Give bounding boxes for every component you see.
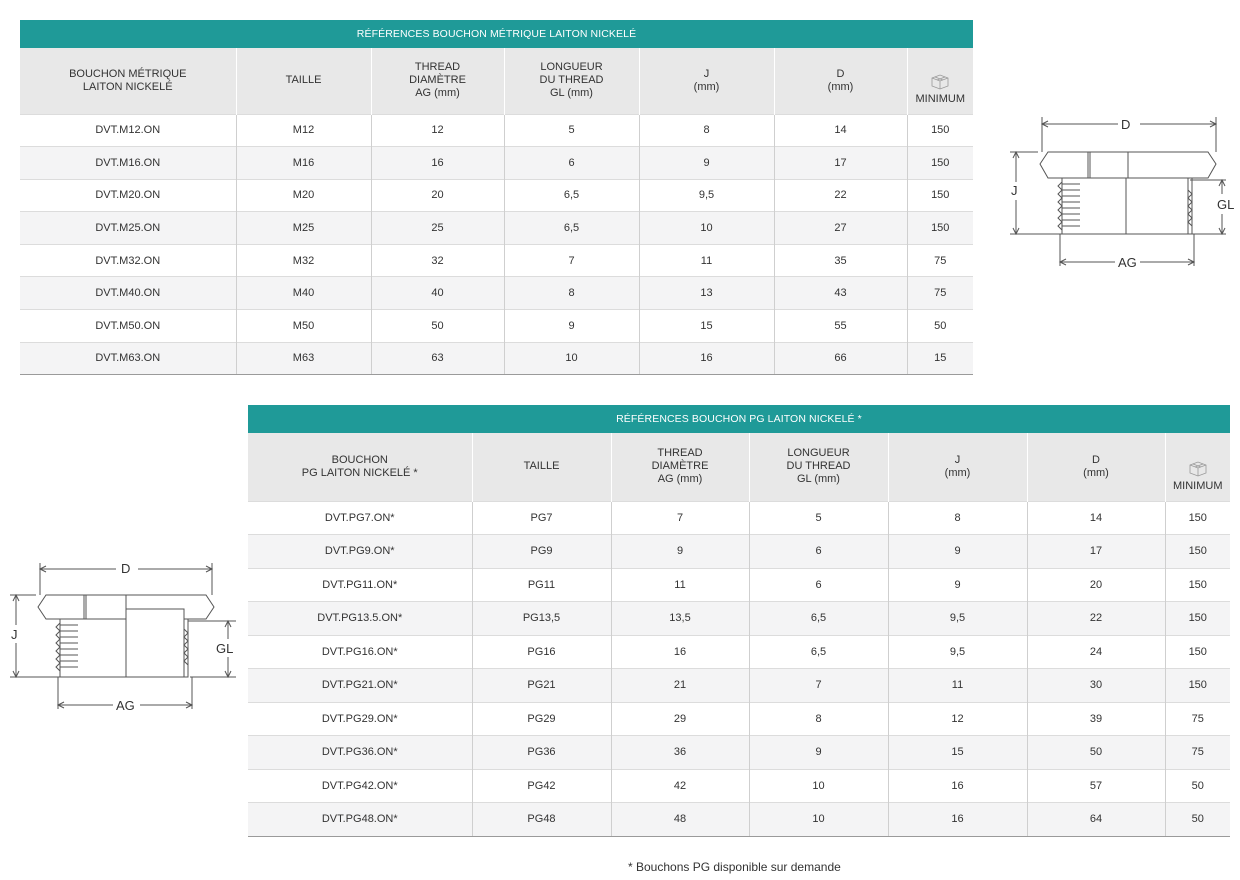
table-cell: M25	[236, 212, 371, 245]
table-cell: 42	[611, 769, 749, 803]
table-cell: 35	[774, 244, 907, 277]
table-cell: 10	[639, 212, 774, 245]
table-cell: 40	[371, 277, 504, 310]
dim-label-ag-2: AG	[116, 698, 135, 713]
table-cell: 6	[749, 568, 888, 602]
table-cell: 9,5	[888, 602, 1027, 636]
table-cell: 15	[907, 342, 973, 375]
table-cell: DVT.M20.ON	[20, 179, 236, 212]
table-cell: 25	[371, 212, 504, 245]
table-cell: 75	[1165, 736, 1230, 770]
table-cell: PG42	[472, 769, 611, 803]
metric-col-header-2: THREAD DIAMÈTRE AG (mm)	[371, 48, 504, 114]
pg-col-header-5: D (mm)	[1027, 433, 1165, 501]
table-cell: 8	[639, 114, 774, 147]
table-cell: 150	[1165, 602, 1230, 636]
table-cell: 6,5	[504, 179, 639, 212]
metric-table	[20, 20, 973, 375]
pg-header-row	[248, 433, 1230, 501]
table-cell: PG21	[472, 669, 611, 703]
table-cell: DVT.PG48.ON*	[248, 803, 472, 837]
table-cell: M32	[236, 244, 371, 277]
table-cell: 7	[504, 244, 639, 277]
table-cell: 11	[639, 244, 774, 277]
pg-col-header-label: MINIMUM	[1173, 479, 1223, 492]
table-cell: 29	[611, 702, 749, 736]
table-cell: 10	[749, 769, 888, 803]
table-cell: 9,5	[888, 635, 1027, 669]
table-cell: 5	[749, 501, 888, 535]
pg-col-header-3: LONGUEUR DU THREAD GL (mm)	[749, 433, 888, 501]
pg-col-header-2: THREAD DIAMÈTRE AG (mm)	[611, 433, 749, 501]
metric-col-header-5: D (mm)	[774, 48, 907, 114]
table-cell: DVT.PG21.ON*	[248, 669, 472, 703]
table-cell: M50	[236, 310, 371, 343]
pg-col-header-0: BOUCHON PG LAITON NICKELÉ *	[248, 433, 472, 501]
table-cell: 8	[749, 702, 888, 736]
table-cell: PG13,5	[472, 602, 611, 636]
table-row	[20, 212, 973, 245]
pg-col-header-4: J (mm)	[888, 433, 1027, 501]
footnote: * Bouchons PG disponible sur demande	[628, 860, 841, 874]
table-cell: 16	[371, 147, 504, 180]
metric-col-header-label: MINIMUM	[915, 92, 965, 105]
table-cell: 15	[639, 310, 774, 343]
table-cell: DVT.PG42.ON*	[248, 769, 472, 803]
table-cell: 64	[1027, 803, 1165, 837]
table-cell: 50	[907, 310, 973, 343]
table-cell: DVT.M63.ON	[20, 342, 236, 375]
table-cell: 150	[1165, 501, 1230, 535]
table-row	[248, 769, 1230, 803]
table-row	[20, 147, 973, 180]
table-cell: 24	[1027, 635, 1165, 669]
table-cell: DVT.M12.ON	[20, 114, 236, 147]
table-cell: M63	[236, 342, 371, 375]
metric-col-header-0: BOUCHON MÉTRIQUE LAITON NICKELÉ	[20, 48, 236, 114]
table-cell: PG9	[472, 535, 611, 569]
table-cell: 17	[1027, 535, 1165, 569]
table-cell: 150	[907, 179, 973, 212]
dim-label-j: J	[1011, 183, 1018, 198]
table-row	[248, 803, 1230, 837]
table-cell: 27	[774, 212, 907, 245]
table-cell: 13	[639, 277, 774, 310]
table-cell: 150	[1165, 635, 1230, 669]
table-cell: DVT.PG9.ON*	[248, 535, 472, 569]
table-cell: 7	[611, 501, 749, 535]
table-cell: DVT.PG16.ON*	[248, 635, 472, 669]
table-cell: 150	[1165, 568, 1230, 602]
table-cell: 55	[774, 310, 907, 343]
table-cell: 50	[1165, 803, 1230, 837]
table-cell: 11	[611, 568, 749, 602]
table-cell: 20	[1027, 568, 1165, 602]
metric-table-title: RÉFÉRENCES BOUCHON MÉTRIQUE LAITON NICKELÉ	[20, 20, 973, 48]
table-cell: 20	[371, 179, 504, 212]
dim-label-gl-2: GL	[216, 641, 234, 656]
table-cell: 57	[1027, 769, 1165, 803]
table-row	[248, 501, 1230, 535]
table-cell: 11	[888, 669, 1027, 703]
table-cell: 150	[907, 147, 973, 180]
table-cell: 150	[907, 212, 973, 245]
table-cell: M20	[236, 179, 371, 212]
table-cell: DVT.M32.ON	[20, 244, 236, 277]
table-cell: PG48	[472, 803, 611, 837]
table-cell: 12	[371, 114, 504, 147]
table-cell: 16	[639, 342, 774, 375]
pg-table	[248, 405, 1230, 837]
pg-col-header-6	[1165, 433, 1230, 501]
table-cell: 6,5	[504, 212, 639, 245]
table-row	[20, 179, 973, 212]
plug-dimension-drawing-right	[1000, 112, 1240, 272]
dim-label-ag: AG	[1118, 255, 1137, 270]
table-cell: DVT.PG13.5.ON*	[248, 602, 472, 636]
table-cell: 75	[907, 277, 973, 310]
table-cell: 14	[1027, 501, 1165, 535]
table-cell: 32	[371, 244, 504, 277]
table-cell: 5	[504, 114, 639, 147]
table-row	[248, 602, 1230, 636]
table-cell: 12	[888, 702, 1027, 736]
table-cell: 8	[888, 501, 1027, 535]
box-icon	[929, 73, 951, 91]
table-row	[20, 310, 973, 343]
dim-label-d: D	[1121, 117, 1131, 132]
pg-table-title: RÉFÉRENCES BOUCHON PG LAITON NICKELÉ *	[248, 405, 1230, 433]
table-cell: 6,5	[749, 602, 888, 636]
table-cell: 66	[774, 342, 907, 375]
table-cell: DVT.PG7.ON*	[248, 501, 472, 535]
table-cell: 30	[1027, 669, 1165, 703]
table-cell: 16	[888, 803, 1027, 837]
table-row	[248, 635, 1230, 669]
table-cell: PG16	[472, 635, 611, 669]
box-icon	[1187, 460, 1209, 478]
dim-label-gl: GL	[1217, 197, 1235, 212]
table-cell: 36	[611, 736, 749, 770]
table-cell: 48	[611, 803, 749, 837]
table-cell: 7	[749, 669, 888, 703]
table-row	[248, 669, 1230, 703]
metric-col-header-4: J (mm)	[639, 48, 774, 114]
table-cell: DVT.M50.ON	[20, 310, 236, 343]
metric-table-body	[20, 114, 973, 375]
table-cell: 10	[504, 342, 639, 375]
table-cell: 9	[749, 736, 888, 770]
plug-dimension-drawing-left	[0, 555, 245, 715]
table-cell: DVT.M25.ON	[20, 212, 236, 245]
table-cell: 6	[749, 535, 888, 569]
table-cell: 22	[774, 179, 907, 212]
dim-label-d-2: D	[121, 561, 131, 576]
table-cell: 150	[1165, 535, 1230, 569]
metric-col-header-1: TAILLE	[236, 48, 371, 114]
table-cell: 9	[888, 568, 1027, 602]
table-cell: PG36	[472, 736, 611, 770]
table-cell: 63	[371, 342, 504, 375]
table-cell: PG29	[472, 702, 611, 736]
table-cell: 16	[888, 769, 1027, 803]
table-cell: DVT.PG11.ON*	[248, 568, 472, 602]
table-cell: 43	[774, 277, 907, 310]
table-cell: M16	[236, 147, 371, 180]
table-row	[20, 277, 973, 310]
pg-col-header-1: TAILLE	[472, 433, 611, 501]
table-row	[248, 535, 1230, 569]
table-cell: 22	[1027, 602, 1165, 636]
metric-col-header-3: LONGUEUR DU THREAD GL (mm)	[504, 48, 639, 114]
table-cell: 9	[639, 147, 774, 180]
table-cell: 150	[1165, 669, 1230, 703]
table-cell: PG7	[472, 501, 611, 535]
table-cell: PG11	[472, 568, 611, 602]
table-cell: 50	[1027, 736, 1165, 770]
table-row	[248, 736, 1230, 770]
table-row	[20, 244, 973, 277]
table-cell: 21	[611, 669, 749, 703]
table-cell: 8	[504, 277, 639, 310]
table-cell: 50	[1165, 769, 1230, 803]
table-cell: 6,5	[749, 635, 888, 669]
table-cell: 6	[504, 147, 639, 180]
table-cell: 9	[888, 535, 1027, 569]
table-cell: 16	[611, 635, 749, 669]
table-cell: 15	[888, 736, 1027, 770]
table-cell: 50	[371, 310, 504, 343]
table-cell: 150	[907, 114, 973, 147]
table-row	[248, 568, 1230, 602]
table-cell: 75	[907, 244, 973, 277]
table-cell: DVT.PG29.ON*	[248, 702, 472, 736]
table-cell: DVT.M40.ON	[20, 277, 236, 310]
table-cell: 17	[774, 147, 907, 180]
metric-col-header-6	[907, 48, 973, 114]
table-cell: M12	[236, 114, 371, 147]
table-cell: 9	[611, 535, 749, 569]
table-cell: 9,5	[639, 179, 774, 212]
table-row	[248, 702, 1230, 736]
pg-table-body	[248, 501, 1230, 836]
table-cell: DVT.PG36.ON*	[248, 736, 472, 770]
table-row	[20, 342, 973, 375]
table-row	[20, 114, 973, 147]
table-cell: DVT.M16.ON	[20, 147, 236, 180]
dim-label-j-2: J	[11, 627, 18, 642]
table-cell: M40	[236, 277, 371, 310]
table-cell: 39	[1027, 702, 1165, 736]
table-cell: 10	[749, 803, 888, 837]
table-cell: 75	[1165, 702, 1230, 736]
metric-header-row	[20, 48, 973, 114]
table-cell: 13,5	[611, 602, 749, 636]
table-cell: 9	[504, 310, 639, 343]
table-cell: 14	[774, 114, 907, 147]
